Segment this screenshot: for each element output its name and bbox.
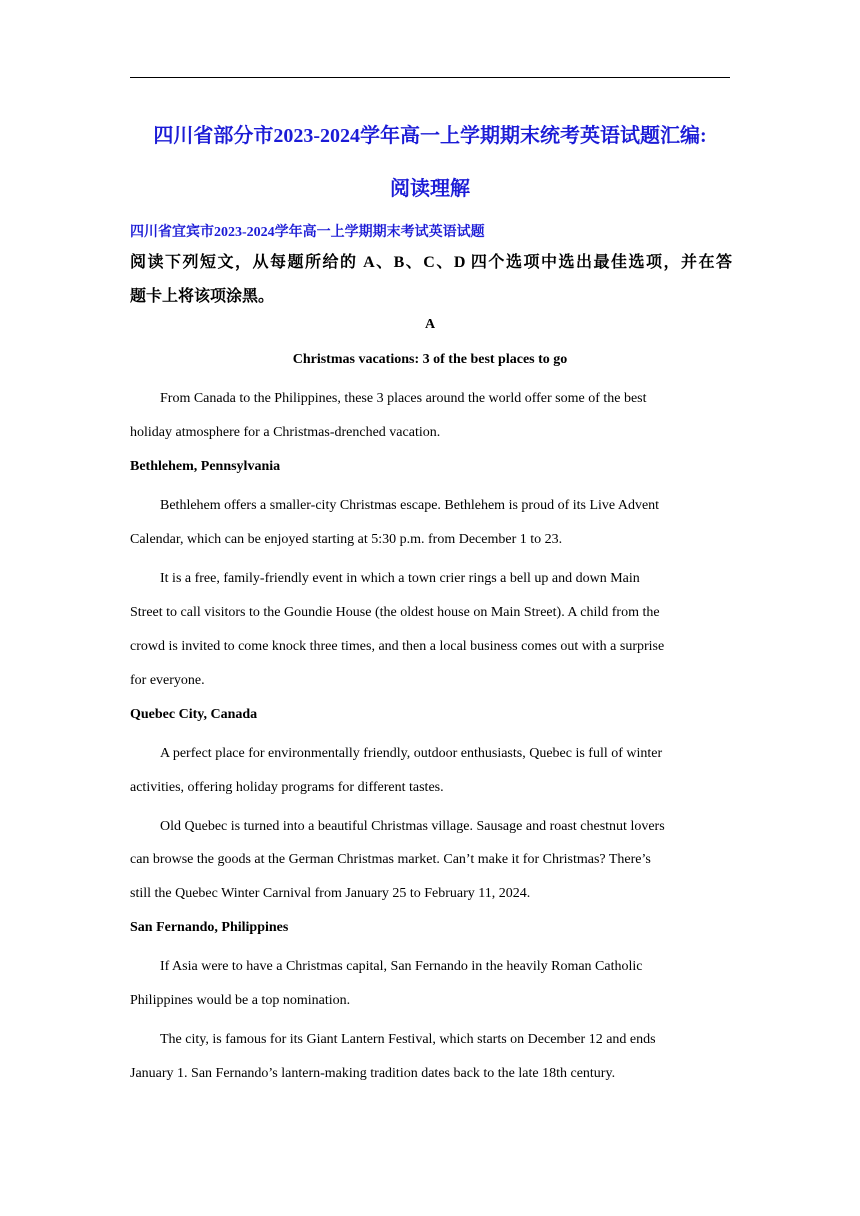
paragraph-line: still the Quebec Winter Carnival from January 25 to February 11, 2024. (130, 886, 531, 901)
instruction-line-1: 阅读下列短文，从每题所给的 A、B、C、D 四个选项中选出最佳选项，并在答 (130, 254, 732, 271)
paragraph-line: A perfect place for environmentally friendly, outdoor enthusiasts, Quebec is full of winter (160, 746, 663, 761)
paragraph-line: Bethlehem offers a smaller-city Christmas escape. Bethlehem is proud of its Live Advent (160, 498, 660, 513)
section-heading-quebec: Quebec City, Canada (130, 707, 258, 722)
intro-line: From Canada to the Philippines, these 3 places around the world offer some of the best (160, 391, 647, 406)
intro-line: holiday atmosphere for a Christmas-drenched vacation. (130, 425, 441, 440)
paragraph-line: If Asia were to have a Christmas capital, San Fernando in the heavily Roman Catholic (160, 959, 643, 974)
paragraph-line: Calendar, which can be enjoyed starting at 5:30 p.m. from December 1 to 23. (130, 532, 563, 547)
document-title-line-2: 阅读理解 (390, 178, 470, 200)
instruction-line-2: 题卡上将该项涂黑。 (130, 288, 275, 305)
section-heading-san-fernando: San Fernando, Philippines (130, 920, 289, 935)
paragraph-line: Philippines would be a top nomination. (130, 993, 351, 1008)
passage-title: Christmas vacations: 3 of the best places to go (292, 352, 568, 367)
paragraph-line: can browse the goods at the German Christmas market. Can’t make it for Christmas? There’s (130, 852, 651, 867)
paragraph-line: It is a free, family-friendly event in which a town crier rings a bell up and down Main (160, 571, 640, 586)
section-heading-bethlehem: Bethlehem, Pennsylvania (130, 459, 281, 474)
exam-source: 四川省宜宾市2023-2024学年高一上学期期末考试英语试题 (130, 225, 485, 240)
paragraph-line: The city, is famous for its Giant Lantern Festival, which starts on December 12 and ends (160, 1032, 656, 1047)
paragraph-line: Old Quebec is turned into a beautiful Christmas village. Sausage and roast chestnut lovers (160, 819, 665, 834)
paragraph-line: activities, offering holiday programs for different tastes. (130, 780, 444, 795)
document-title-line-1: 四川省部分市2023-2024学年高一上学期期末统考英语试题汇编: (153, 125, 707, 147)
paragraph-line: crowd is invited to come knock three times, and then a local business comes out with a surprise (130, 639, 665, 654)
paragraph-line: Street to call visitors to the Goundie House (the oldest house on Main Street). A child from the (130, 605, 660, 620)
paragraph-line: January 1. San Fernando’s lantern-making tradition dates back to the late 18th century. (130, 1066, 616, 1081)
passage-label: A (424, 317, 436, 332)
paragraph-line: for everyone. (130, 673, 205, 688)
header-rule (130, 77, 730, 78)
